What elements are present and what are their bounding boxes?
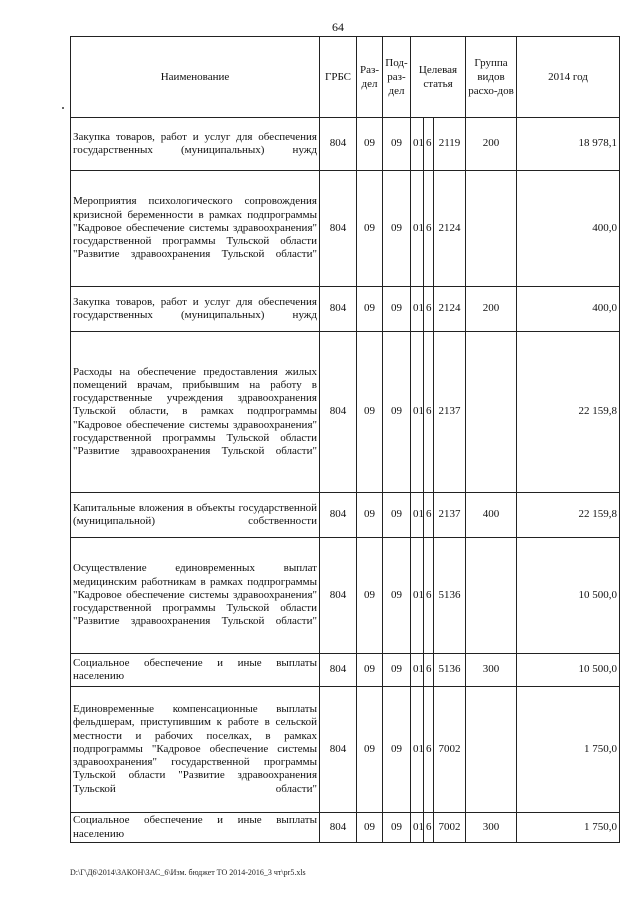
row-razdel: 09 bbox=[357, 654, 383, 687]
row-target-code: 7002 bbox=[434, 813, 466, 843]
table-row bbox=[71, 813, 620, 843]
row-target-code: 2137 bbox=[434, 332, 466, 493]
row-name: Закупка товаров, работ и услуг для обеспечения государственных (муниципальных) нужд bbox=[71, 118, 320, 171]
row-target-subprogram: 6 bbox=[424, 813, 434, 843]
row-target-program: 01 bbox=[411, 538, 424, 654]
row-grbs: 804 bbox=[320, 287, 357, 332]
row-grbs: 804 bbox=[320, 538, 357, 654]
header-2014: 2014 год bbox=[517, 37, 620, 118]
row-grbs: 804 bbox=[320, 171, 357, 287]
row-gruppa bbox=[466, 538, 517, 654]
row-razdel: 09 bbox=[357, 538, 383, 654]
row-target-subprogram: 6 bbox=[424, 332, 434, 493]
header-celevaya-statya: Целевая статья bbox=[411, 37, 466, 118]
row-amount: 18 978,1 bbox=[517, 118, 620, 171]
row-razdel: 09 bbox=[357, 171, 383, 287]
row-gruppa: 400 bbox=[466, 493, 517, 538]
header-razdel: Раз-дел bbox=[357, 37, 383, 118]
row-podrazdel: 09 bbox=[383, 332, 411, 493]
header-row bbox=[71, 37, 620, 118]
row-gruppa bbox=[466, 332, 517, 493]
row-name: Единовременные компенсационные выплаты фельдшерам, приступившим к работе в сельской местности и рабочих поселках, в рамках подпрограммы "Кадровое обеспечение системы здравоохранения" государственной программы Тульской области "Развитие здравоохранения Тульской области" bbox=[71, 687, 320, 813]
row-name: Социальное обеспечение и иные выплаты населению bbox=[71, 813, 320, 843]
row-amount: 10 500,0 bbox=[517, 538, 620, 654]
row-target-code: 5136 bbox=[434, 654, 466, 687]
row-name: Мероприятия психологического сопровождения кризисной беременности в рамках подпрограммы "Кадровое обеспечение системы здравоохранения" государственной программы Тульской области "Развитие здравоохранения Тульской области" bbox=[71, 171, 320, 287]
row-target-program: 01 bbox=[411, 171, 424, 287]
row-grbs: 804 bbox=[320, 813, 357, 843]
file-path-footer: D:\Г\Д6\2014\ЗАКОН\ЗАС_6\Изм. бюджет ТО 2014-2016_3 чт\pr5.xls bbox=[70, 868, 306, 877]
row-podrazdel: 09 bbox=[383, 171, 411, 287]
row-name: Капитальные вложения в объекты государственной (муниципальной) собственности bbox=[71, 493, 320, 538]
table-row bbox=[71, 287, 620, 332]
row-podrazdel: 09 bbox=[383, 813, 411, 843]
row-target-program: 01 bbox=[411, 813, 424, 843]
table-row bbox=[71, 654, 620, 687]
row-name: Расходы на обеспечение предоставления жилых помещений врачам, прибывшим на работу в государственные учреждения здравоохранения Тульской области, в рамках подпрограммы "Кадровое обеспечение системы здравоохранения" государственной программы Тульской области "Развитие здравоохранения Тульской области" bbox=[71, 332, 320, 493]
row-amount: 1 750,0 bbox=[517, 813, 620, 843]
row-grbs: 804 bbox=[320, 332, 357, 493]
row-grbs: 804 bbox=[320, 687, 357, 813]
row-target-subprogram: 6 bbox=[424, 287, 434, 332]
table-row bbox=[71, 538, 620, 654]
row-target-subprogram: 6 bbox=[424, 493, 434, 538]
row-target-program: 01 bbox=[411, 493, 424, 538]
row-podrazdel: 09 bbox=[383, 493, 411, 538]
row-target-program: 01 bbox=[411, 287, 424, 332]
row-amount: 22 159,8 bbox=[517, 332, 620, 493]
row-target-subprogram: 6 bbox=[424, 687, 434, 813]
budget-table bbox=[70, 36, 620, 843]
row-gruppa: 300 bbox=[466, 654, 517, 687]
table-row bbox=[71, 118, 620, 171]
row-target-subprogram: 6 bbox=[424, 538, 434, 654]
row-amount: 400,0 bbox=[517, 287, 620, 332]
row-amount: 22 159,8 bbox=[517, 493, 620, 538]
table-row bbox=[71, 493, 620, 538]
row-razdel: 09 bbox=[357, 687, 383, 813]
row-amount: 10 500,0 bbox=[517, 654, 620, 687]
row-name: Социальное обеспечение и иные выплаты населению bbox=[71, 654, 320, 687]
row-grbs: 804 bbox=[320, 493, 357, 538]
row-target-code: 2124 bbox=[434, 287, 466, 332]
row-target-code: 5136 bbox=[434, 538, 466, 654]
row-razdel: 09 bbox=[357, 493, 383, 538]
row-target-program: 01 bbox=[411, 118, 424, 171]
row-target-subprogram: 6 bbox=[424, 171, 434, 287]
row-razdel: 09 bbox=[357, 287, 383, 332]
row-target-program: 01 bbox=[411, 332, 424, 493]
row-gruppa bbox=[466, 687, 517, 813]
table-row bbox=[71, 171, 620, 287]
row-gruppa: 200 bbox=[466, 118, 517, 171]
row-gruppa: 200 bbox=[466, 287, 517, 332]
row-podrazdel: 09 bbox=[383, 287, 411, 332]
row-gruppa: 300 bbox=[466, 813, 517, 843]
row-target-program: 01 bbox=[411, 654, 424, 687]
header-gruppa: Группа видов расхо-дов bbox=[466, 37, 517, 118]
row-grbs: 804 bbox=[320, 654, 357, 687]
row-gruppa bbox=[466, 171, 517, 287]
row-razdel: 09 bbox=[357, 332, 383, 493]
row-podrazdel: 09 bbox=[383, 687, 411, 813]
row-amount: 400,0 bbox=[517, 171, 620, 287]
row-target-code: 7002 bbox=[434, 687, 466, 813]
row-target-subprogram: 6 bbox=[424, 654, 434, 687]
header-grbs: ГРБС bbox=[320, 37, 357, 118]
row-target-code: 2124 bbox=[434, 171, 466, 287]
table-row bbox=[71, 687, 620, 813]
header-name: Наименование bbox=[71, 37, 320, 118]
header-podrazdel: Под-раз-дел bbox=[383, 37, 411, 118]
row-grbs: 804 bbox=[320, 118, 357, 171]
row-podrazdel: 09 bbox=[383, 538, 411, 654]
row-target-code: 2119 bbox=[434, 118, 466, 171]
table-row bbox=[71, 332, 620, 493]
row-target-program: 01 bbox=[411, 687, 424, 813]
row-razdel: 09 bbox=[357, 118, 383, 171]
row-podrazdel: 09 bbox=[383, 654, 411, 687]
scan-speck bbox=[62, 107, 64, 109]
row-amount: 1 750,0 bbox=[517, 687, 620, 813]
row-target-subprogram: 6 bbox=[424, 118, 434, 171]
row-name: Осуществление единовременных выплат медицинским работникам в рамках подпрограммы "Кадровое обеспечение системы здравоохранения" государственной программы Тульской области "Развитие здравоохранения Тульской области" bbox=[71, 538, 320, 654]
row-name: Закупка товаров, работ и услуг для обеспечения государственных (муниципальных) нужд bbox=[71, 287, 320, 332]
row-podrazdel: 09 bbox=[383, 118, 411, 171]
row-target-code: 2137 bbox=[434, 493, 466, 538]
row-razdel: 09 bbox=[357, 813, 383, 843]
page-number: 64 bbox=[332, 20, 344, 34]
